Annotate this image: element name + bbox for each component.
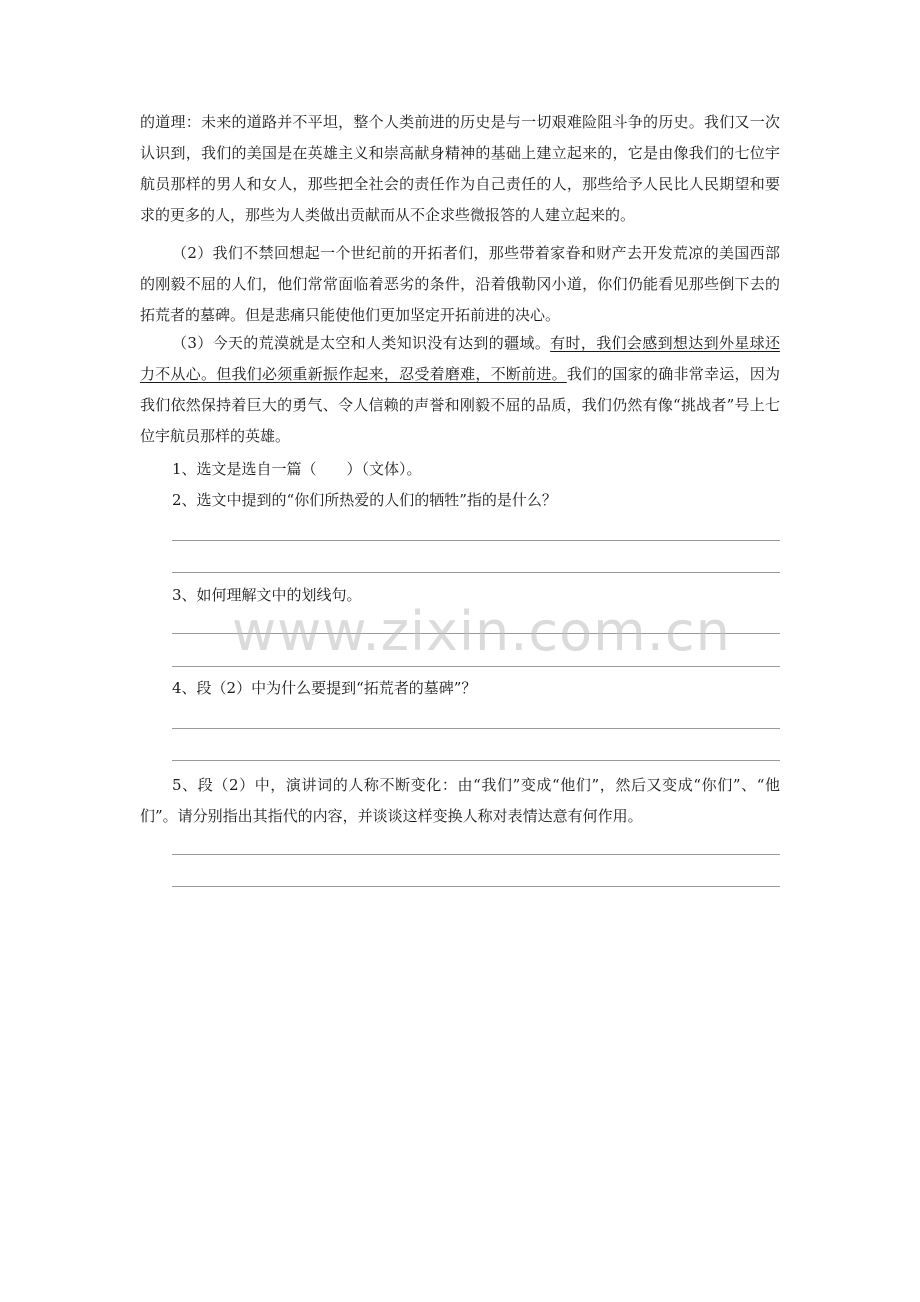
question-3: 3、如何理解文中的划线句。: [172, 586, 362, 604]
answer-line-q2-1[interactable]: [172, 540, 780, 541]
passage-paragraph-3: [140, 328, 780, 452]
site-watermark: www.zixin.com.cn: [232, 600, 731, 663]
answer-line-q5-1[interactable]: [172, 854, 780, 855]
answer-line-q5-2[interactable]: [172, 886, 780, 887]
question-2: 2、选文中提到的“你们所热爱的人们的牺牲”指的是什么？: [172, 491, 557, 509]
question-4: 4、段（2）中为什么要提到“拓荒者的墓碑”？: [172, 679, 477, 697]
answer-line-q3-2[interactable]: [172, 666, 780, 667]
paragraph-3-text-end: 我们的国家的确非常幸运，因为我们依然保持着巨大的勇气、令人信赖的声誉和刚毅不屈的品质，我们仍然有像“挑战者”号上七位宇航员那样的英雄。: [140, 365, 780, 445]
answer-line-q4-1[interactable]: [172, 728, 780, 729]
passage-paragraph-2: （2）我们不禁回想起一个世纪前的开拓者们，那些带着家眷和财产去开发荒凉的美国西部的刚毅不屈的人们，他们常常面临着恶劣的条件，沿着俄勒冈小道，你们仍能看见那些倒下去的拓荒者的墓碑。但是悲痛只能使他们更加坚定开拓前进的决心。: [140, 244, 780, 324]
paragraph-3-text-start: （3）今天的荒漠就是太空和人类知识没有达到的疆域。: [172, 334, 551, 352]
underlined-sentence: 有时，我们会感到想达到外星球还力不从心。但我们必须重新振作起来，忍受着磨难，不断前进。: [140, 334, 780, 383]
passage-paragraph-continued: 的道理：未来的道路并不平坦，整个人类前进的历史是与一切艰难险阻斗争的历史。我们又一次认识到，我们的美国是在英雄主义和崇高献身精神的基础上建立起来的，它是由像我们的七位宇航员那样的男人和女人，那些把全社会的责任作为自己责任的人，那些给予人民比人民期望和要求的更多的人，那些为人类做出贡献而从不企求些微报答的人建立起来的。: [140, 113, 780, 224]
question-5: 5、段（2）中，演讲词的人称不断变化：由“我们”变成“他们”，然后又变成“你们”、“他们”。请分别指出其指代的内容，并谈谈这样变换人称对表情达意有何作用。: [140, 776, 780, 825]
answer-line-q2-2[interactable]: [172, 572, 780, 573]
question-1: 1、选文是选自一篇（ ）（文体）。: [172, 460, 422, 478]
answer-line-q4-2[interactable]: [172, 760, 780, 761]
